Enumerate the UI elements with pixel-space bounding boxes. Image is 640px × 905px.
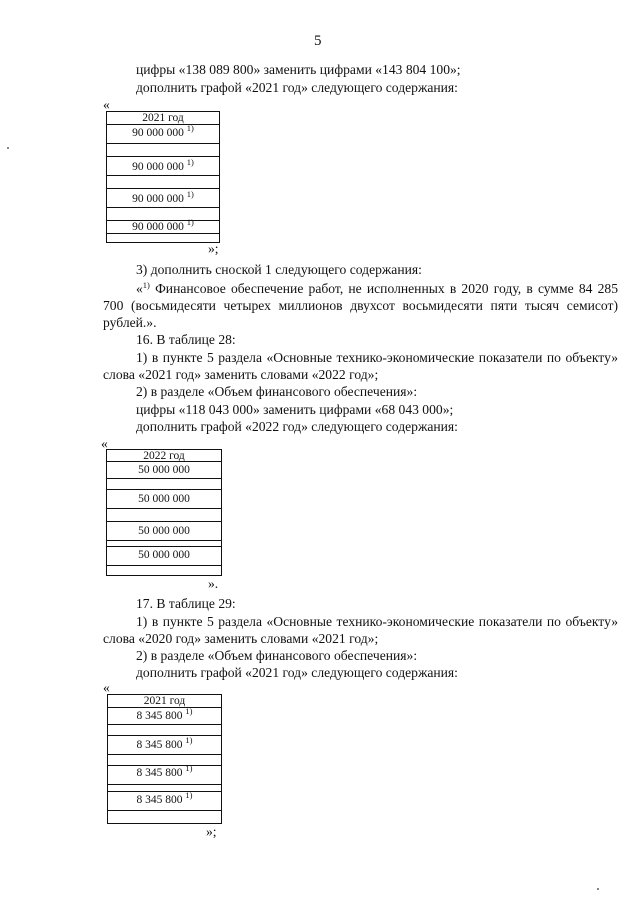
table-row: [107, 157, 219, 176]
text-line: цифры «138 089 800» заменить цифрами «143 804 100»;: [136, 62, 461, 77]
table-cell: 8 345 800 $^{1)}$: [136, 735, 193, 751]
close-quote: »;: [206, 824, 217, 839]
close-quote: ».: [208, 576, 219, 591]
table-row: [107, 479, 221, 490]
text-paragraph: 1) в пункте 5 раздела «Основные технико-экономические показатели по объекту» слова «2021 год» заменить словами «2022 год»;: [103, 350, 618, 382]
close-quote: »;: [208, 241, 219, 256]
table-row: [107, 217, 219, 234]
table-cell: 50 000 000: [138, 493, 190, 505]
table-cell: 50 000 000: [138, 464, 190, 476]
table-cell: 50 000 000: [138, 549, 190, 561]
table-row: [107, 144, 219, 157]
table-row: [108, 792, 221, 811]
table-row: [107, 234, 219, 242]
table-cell: 8 345 800 $^{1)}$: [136, 763, 193, 779]
table-row: [107, 189, 219, 208]
text-line: дополнить графой «2021 год» следующего содержания:: [136, 80, 458, 95]
table-row: [107, 490, 221, 509]
table-cell: 90 000 000 $^{1)}$: [132, 157, 194, 173]
page-number: 5: [314, 33, 322, 49]
table-row: [107, 547, 221, 566]
table-header: 2022 год: [143, 450, 185, 462]
text-line: дополнить графой «2021 год» следующего содержания:: [136, 665, 458, 680]
table-row: [108, 785, 221, 792]
table-cell: 8 345 800 $^{1)}$: [136, 790, 193, 806]
text-line: 2) в разделе «Объем финансового обеспечения»:: [136, 648, 418, 663]
open-quote: «: [103, 680, 110, 695]
table-cell: 90 000 000 $^{1)}$: [132, 123, 194, 139]
scan-mark: [7, 147, 9, 149]
text-line: 3) дополнить сноской 1 следующего содержания:: [136, 262, 422, 277]
footnote-marker: 1): [142, 280, 150, 290]
table-row: [108, 755, 221, 766]
table-cell: 90 000 000 $^{1)}$: [132, 189, 194, 205]
table-2021-insert-2: [107, 694, 222, 824]
footnote-paragraph: «$^{1)}$ Финансовое обеспечение работ, не исполненных в 2020 году, в сумме 84 285 700 (восьмидесяти четырех миллионов двухсот восьмидесяти пяти тысяч семисот) рублей.».: [103, 280, 618, 330]
table-header-row: [108, 695, 221, 708]
table-row: [107, 176, 219, 189]
table-header-row: [107, 112, 219, 125]
open-quote: «: [103, 97, 110, 112]
table-row: [108, 725, 221, 736]
table-row: [107, 566, 221, 575]
section-heading: 16. В таблице 28:: [136, 332, 236, 347]
table-cell: 90 000 000 $^{1)}$: [132, 217, 194, 233]
table-header-row: [107, 450, 221, 462]
open-quote: «: [101, 436, 108, 451]
text-paragraph: 1) в пункте 5 раздела «Основные технико-экономические показатели по объекту» слова «2020 год» заменить словами «2021 год»;: [103, 614, 618, 646]
table-header: 2021 год: [142, 112, 184, 124]
table-row: [108, 811, 221, 823]
text-line: 2) в разделе «Объем финансового обеспечения»:: [136, 384, 418, 399]
table-2021-insert: [106, 111, 220, 243]
table-row: [108, 763, 221, 785]
table-row: [107, 522, 221, 541]
table-header: 2021 год: [143, 695, 186, 707]
table-cell: 8 345 800 $^{1)}$: [136, 706, 193, 722]
table-2022-insert: [106, 449, 222, 576]
table-row: [107, 462, 221, 479]
text-line: дополнить графой «2022 год» следующего содержания:: [136, 419, 458, 434]
text-line: цифры «118 043 000» заменить цифрами «68 043 000»;: [136, 402, 454, 417]
table-row: [108, 736, 221, 755]
table-row: [107, 125, 219, 144]
table-cell: 50 000 000: [138, 525, 190, 537]
scan-mark: [597, 888, 599, 890]
table-row: [108, 708, 221, 725]
table-row: [107, 509, 221, 522]
section-heading: 17. В таблице 29:: [136, 596, 236, 611]
